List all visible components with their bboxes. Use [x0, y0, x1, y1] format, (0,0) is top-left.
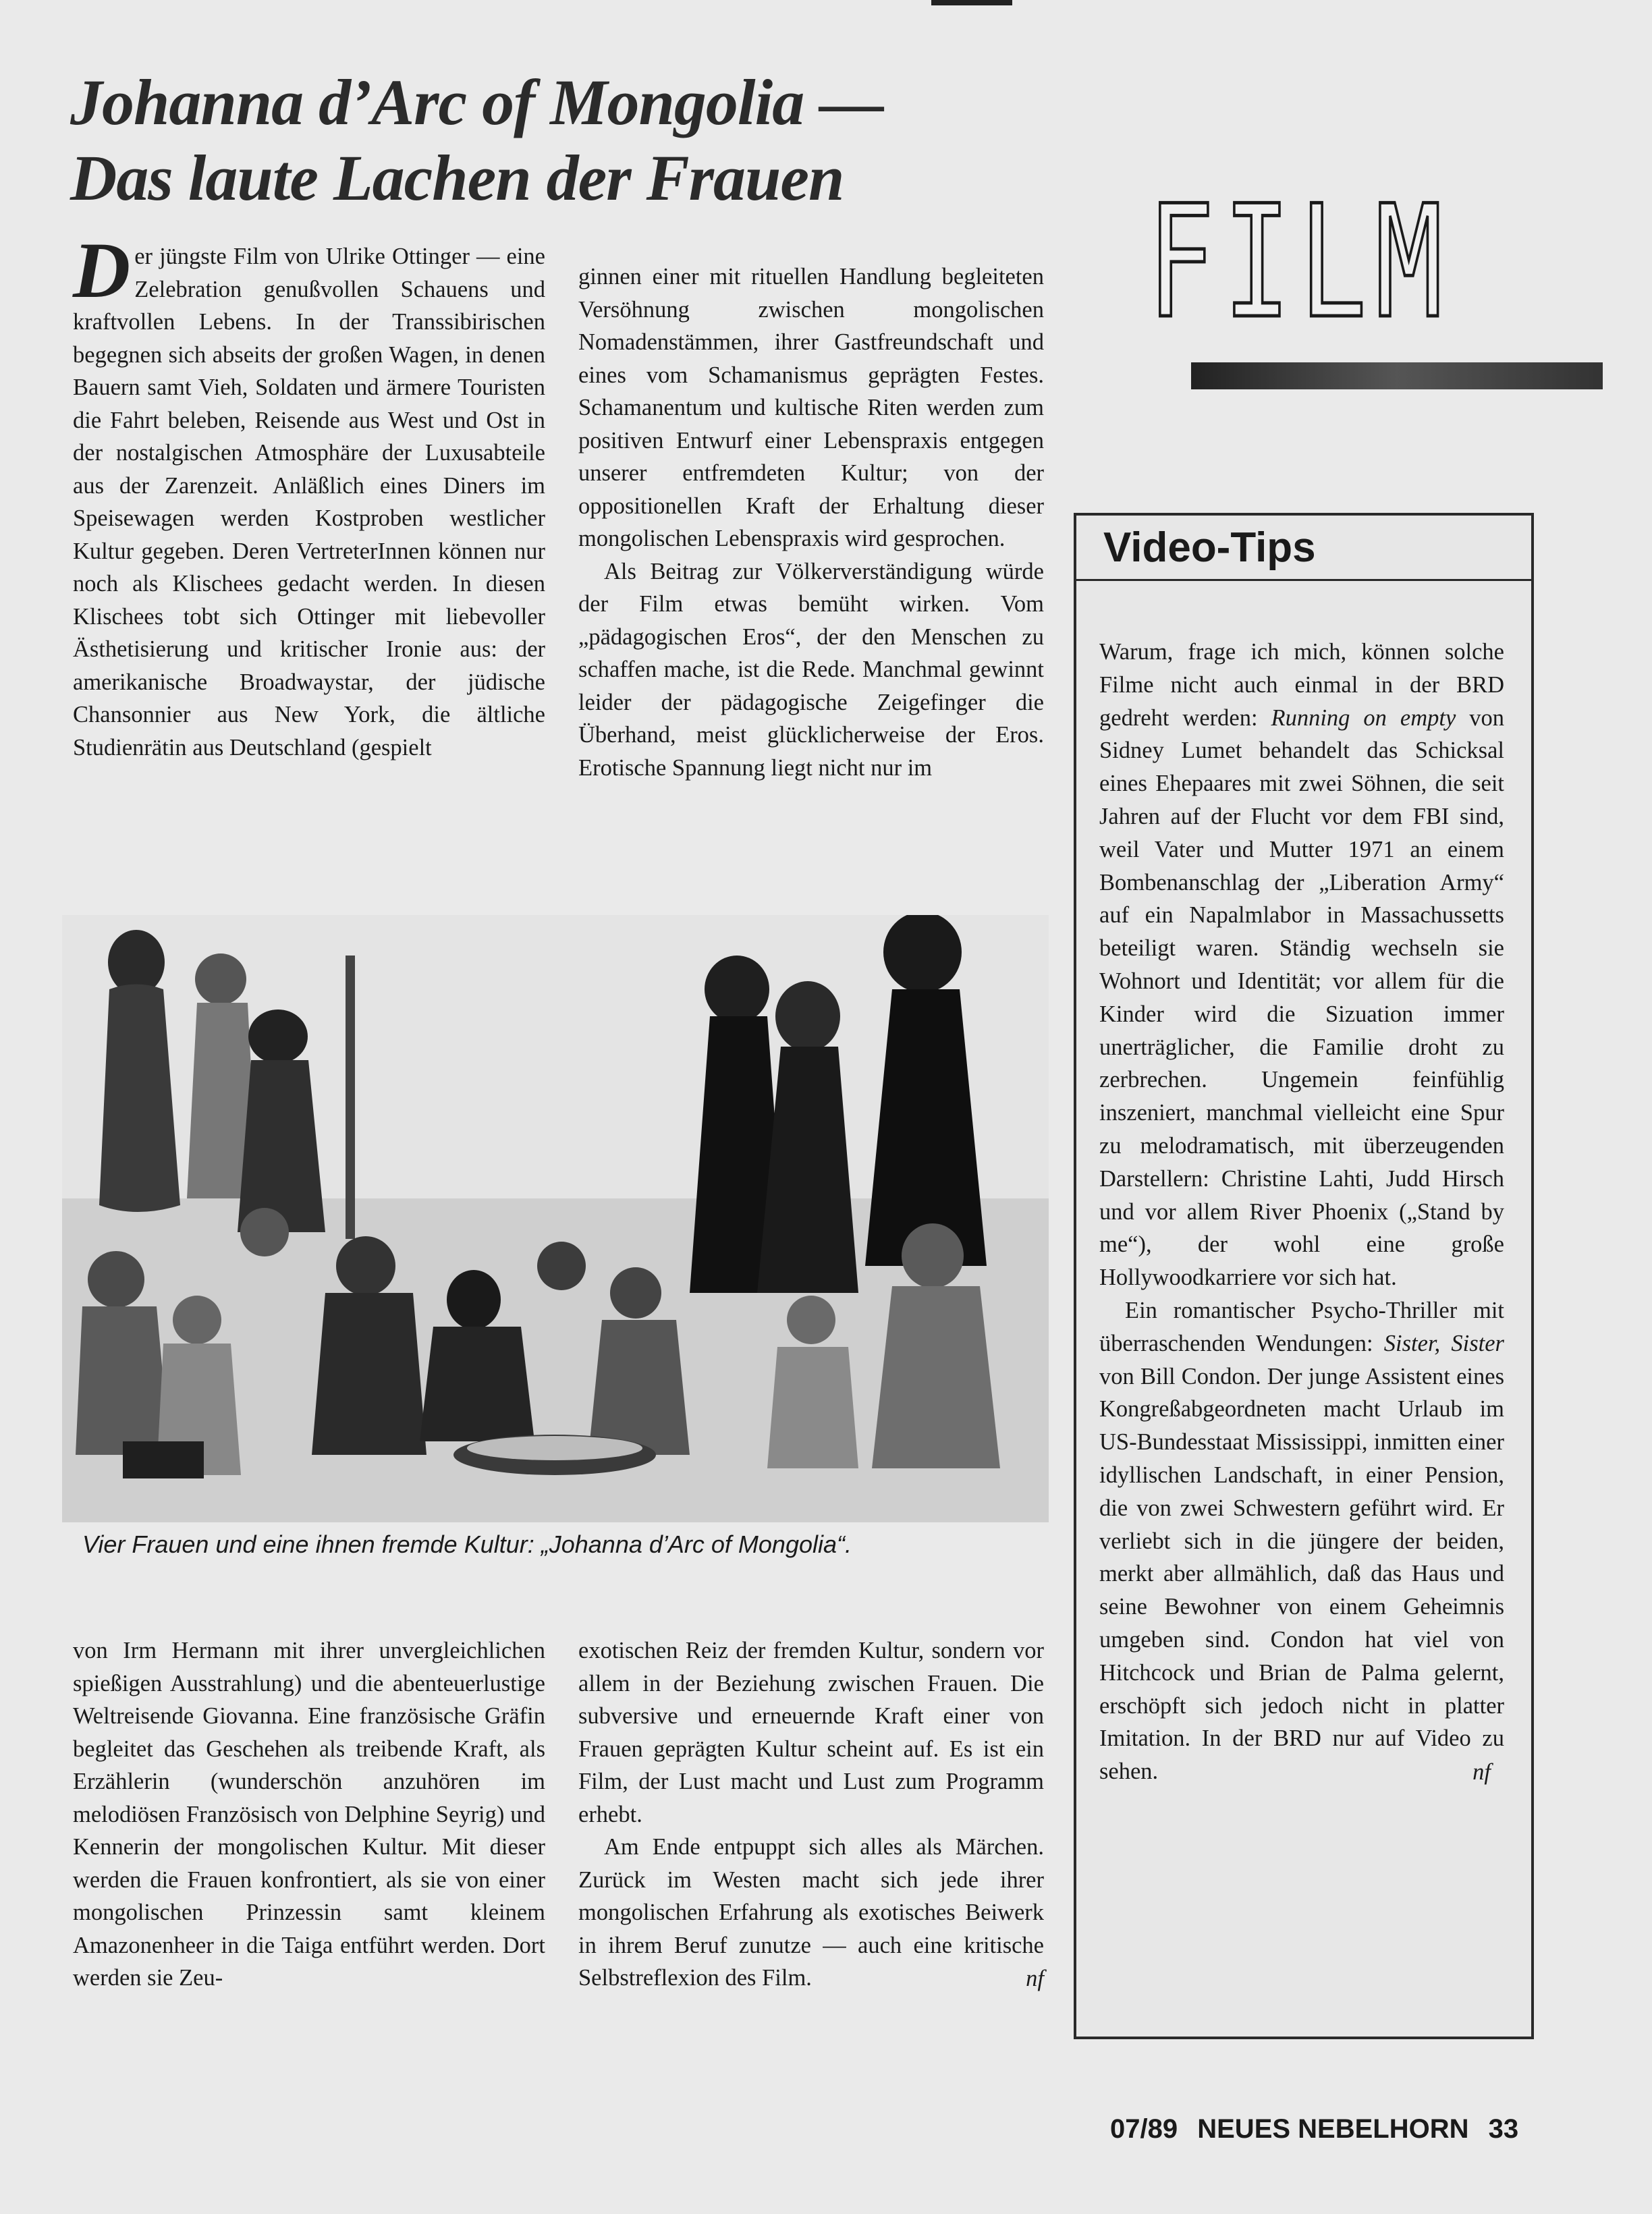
headline-line-2: Das laute Lachen der Frauen — [70, 142, 844, 214]
article-column-2 — [578, 260, 1044, 784]
page-footer — [1110, 2112, 1582, 2146]
video-tips-signature: nf — [1472, 1759, 1491, 1785]
article-column-1 — [73, 226, 545, 764]
video-tips-text — [1099, 636, 1504, 1789]
film-title-sister-sister: Sister, Sister — [1383, 1330, 1504, 1356]
video-tips-title: Video-Tips — [1103, 524, 1316, 571]
column-4-paragraph-1: exotischen Reiz der fremden Kultur, sondern vor allem in der Beziehung zwischen Frauen. Die subversive und erneuernde Kraft einer von Frauen geprägten Kultur scheint auf. Es ist ein Film, der Lust macht und Lust zum Programm erhebt. — [578, 1638, 1044, 1827]
page-number: 33 — [1488, 2114, 1519, 2144]
column-4-paragraph-2: Am Ende entpuppt sich alles als Märchen. Zurück im Westen macht sich jede ihrer mongolischen Erfahrung als exotisches Beiwerk in ihrem Beruf zunutze — auch eine kritische Selbstreflexion des Film. — [578, 1834, 1044, 1991]
film-title-running-on-empty: Running on empty — [1271, 704, 1456, 731]
article-column-4 — [578, 1634, 1044, 1995]
article-headline — [70, 65, 914, 216]
column-1-paragraph: er jüngste Film von Ulrike Ottinger — eine Zelebration genußvollen Schauens und kraftvollen Lebens. In der Transsibirischen begegnen sich abseits der großen Wagen, in denen Bauern samt Vieh, Soldaten und ärmere Touristen die Fahrt beleben, Reisende aus West und Ost in der nostalgischen Atmosphäre der Luxusabteile aus der Zarenzeit. Anläßlich eines Diners im Speisewagen werden Kostproben westlicher Kultur gegeben. Deren VertreterInnen können nur noch als Klischees gedacht werden. In diesen Klischees tobt sich Ottinger mit liebevoller Ästhetisierung und kritischer Ironie aus: der amerikanische Broadwaystar, der jüdische Chansonnier aus New York, die ältliche Studienrätin aus Deutschland (gespielt — [73, 244, 545, 760]
column-2-paragraph-1: ginnen einer mit rituellen Handlung begleiteten Versöhnung zwischen mongolischen Nomadenstämmen, ihrer Gastfreundschaft und eines vom Schamanismus geprägten Festes. Schamanentum und kultische Riten werden zum positiven Entwurf einer Lebenspraxis entgegen unserer entfremdeten Kultur; von der oppositionellen Kraft der Erhaltung dieser mongolischen Lebenspraxis wird gesprochen. — [578, 264, 1044, 551]
section-label-film: FILM — [1147, 173, 1452, 353]
column-2-paragraph-2: Als Beitrag zur Völkerverständigung würde der Film etwas bemüht wirken. Vom „pädagogischen Eros“, der den Menschen zu schaffen mache, ist die Rede. Manchmal gewinnt leider der pädagogische Zeigefinger die Überhand, meist glücklicherweise der Eros. Erotische Spannung liegt nicht nur im — [578, 558, 1044, 781]
issue-number: 07/89 — [1110, 2114, 1178, 2144]
photo-caption: Vier Frauen und eine ihnen fremde Kultur: „Johanna d’Arc of Mongolia“. — [82, 1530, 852, 1558]
drop-cap: D — [73, 226, 131, 314]
video-tips-box — [1074, 513, 1534, 2039]
column-3-paragraph: von Irm Hermann mit ihrer unvergleichlichen spießigen Ausstrahlung) und die abenteuerlustige Weltreisende Giovanna. Eine französische Gräfin begleitet das Geschehen als treibende Kraft, als Erzählerin (wunderschön anzuhören im melodiösen Französisch von Delphine Seyrig) und Kennerin der mongolischen Kultur. Mit dieser werden die Frauen konfrontiert, als sie von einer mongolischen Prinzessin samt kleinem Amazonenheer in die Taiga entführt werden. Dort werden sie Zeu- — [73, 1638, 545, 1991]
section-underline-bar — [1191, 362, 1603, 389]
video-tips-header — [1076, 516, 1531, 581]
headline-line-1: Johanna d’Arc of Mongolia — — [70, 66, 884, 138]
top-edge-mark — [931, 0, 1012, 5]
article-column-3 — [73, 1634, 545, 1995]
magazine-name: NEUES NEBELHORN — [1197, 2114, 1469, 2144]
film-still-photo — [62, 915, 1049, 1522]
article-signature: nf — [1026, 1965, 1044, 1991]
video-tip-1: Warum, frage ich mich, können solche Filme nicht auch einmal in der BRD gedreht werden: Running on empty von Sidney Lumet behandelt das Schicksal eines Ehepaares mit zwei Söhnen, die seit Jahren auf der Flucht vor dem FBI sind, weil Vater und Mutter 1971 an einem Bombenanschlag der „Liberation Army“ auf ein Napalmlabor in Massachussetts beteiligt waren. Ständig wechseln sie Wohnort und Identität; vor allem für die Kinder wird die Sizuation immer unerträglicher, die Familie droht zu zerbrechen. Ungemein feinfühlig inszeniert, manchmal vielleicht eine Spur zu melodramatisch, mit überzeugenden Darstellern: Christine Lahti, Judd Hirsch und vor allem River Phoenix („Stand by me“), der wohl eine große Hollywoodkarriere vor sich hat. — [1099, 639, 1504, 1291]
video-tip-2: Ein romantischer Psycho-Thriller mit überraschenden Wendungen: Sister, Sister von Bill Condon. Der junge Assistent eines Kongreßabgeordneten macht Urlaub im US-Bundesstaat Mississippi, inmitten einer idyllischen Landschaft, in einer Pension, die von zwei Schwestern geführt wird. Er verliebt sich in die jüngere der beiden, merkt aber allmählich, daß das Haus und seine Bewohner von einem Geheimnis umgeben sind. Condon hat viel von Hitchcock und Brian de Palma gelernt, erschöpft sich jedoch nicht in platter Imitation. In der BRD nur auf Video zu sehen. — [1099, 1297, 1504, 1785]
